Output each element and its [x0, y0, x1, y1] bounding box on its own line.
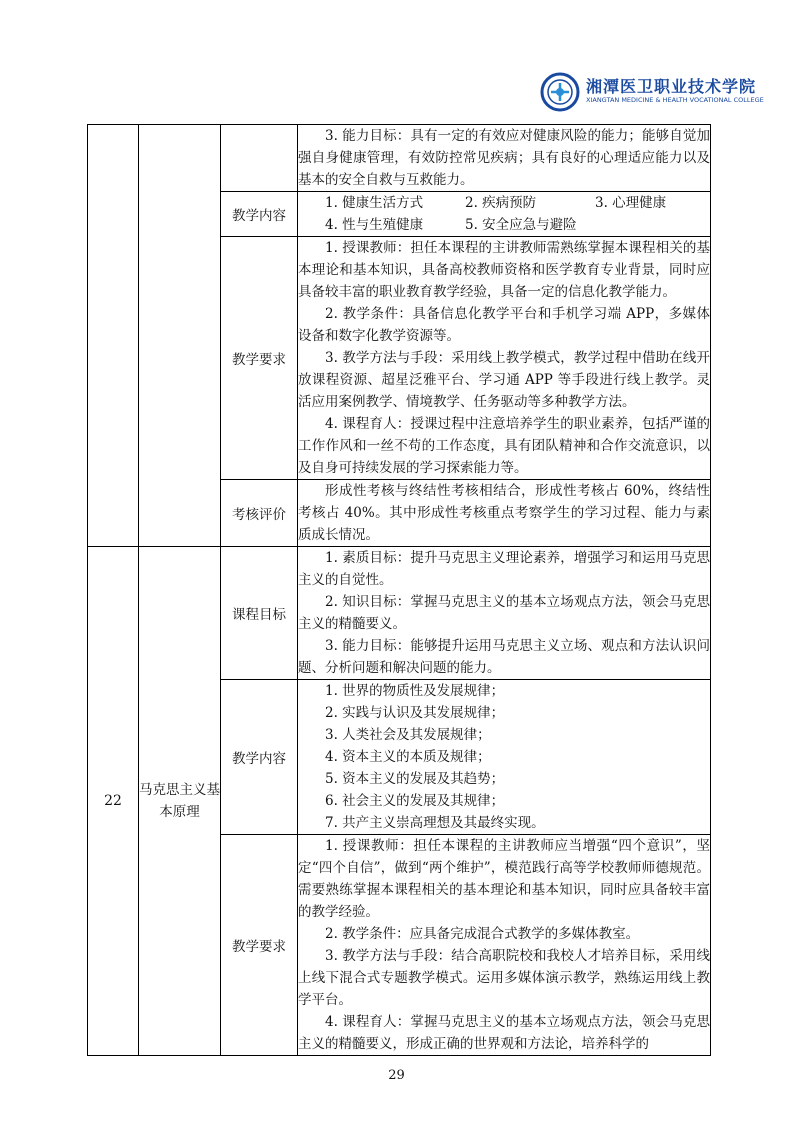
content-label: 教学内容 [221, 680, 298, 835]
content-item: 3. 人类社会及其发展规律； [325, 727, 491, 743]
requirements-cell [298, 835, 711, 1056]
content-cell [298, 192, 711, 237]
table-row [88, 125, 711, 192]
content-item: 4. 资本主义的本质及规律； [325, 749, 491, 765]
requirements-cell [298, 237, 711, 480]
content-item: 4. 性与生殖健康 [325, 217, 424, 233]
page-header [0, 0, 793, 120]
requirements-label: 教学要求 [221, 237, 298, 480]
ability-goal-cell [298, 125, 711, 192]
requirement-paragraph: 4. 课程育人：授课过程中注意培养学生的职业素养，包括严谨的工作作风和一丝不苟的工作态度，具有团队精神和合作交流意识，以及自身可持续发展的学习探索能力等。 [298, 416, 710, 476]
goal-cell [298, 547, 711, 680]
evaluation-text: 形成性考核与终结性考核相结合，形成性考核占 60%，终结性考核占 40%。其中形成性考核重点考察学生的学习过程、能力与素质成长情况。 [298, 483, 710, 543]
label-cell [221, 125, 298, 192]
curriculum-table [87, 124, 711, 1056]
college-name-cn: 湘潭医卫职业技术学院 [586, 77, 757, 96]
table-row [88, 547, 711, 680]
content-item: 1. 世界的物质性及发展规律； [325, 683, 505, 699]
requirement-paragraph: 2. 教学条件：具备信息化教学平台和手机学习端 APP，多媒体设备和数字化教学资源等。 [298, 306, 710, 344]
requirement-paragraph: 1. 授课教师：担任本课程的主讲教师应当增强“四个意识”，坚定“四个自信”，做到“两个维护”，模范践行高等学校教师师德规范。需要熟练掌握本课程相关的基本理论和基本知识，同时应具备较丰富的教学经验。 [298, 838, 710, 920]
number-cell [88, 125, 139, 547]
requirements-label: 教学要求 [221, 835, 298, 1056]
course-number: 22 [88, 547, 139, 1056]
content-cell [298, 680, 711, 835]
content-item: 1. 健康生活方式 [325, 195, 424, 211]
goal-label: 课程目标 [221, 547, 298, 680]
requirement-paragraph: 2. 教学条件：应具备完成混合式教学的多媒体教室。 [325, 926, 640, 942]
page-number: 29 [388, 1068, 405, 1083]
requirement-paragraph: 4. 课程育人：掌握马克思主义的基本立场观点方法，领会马克思主义的精髓要义，形成正确的世界观和方法论，培养科学的 [298, 1014, 710, 1052]
ability-goal-text: 3. 能力目标：具有一定的有效应对健康风险的能力；能够自觉加强自身健康管理，有效防控常见疾病；具有良好的心理适应能力以及基本的安全自救与互救能力。 [298, 128, 710, 188]
requirement-paragraph: 1. 授课教师：担任本课程的主讲教师需熟练掌握本课程相关的基本理论和基本知识，具备高校教师资格和医学教育专业背景，同时应具备较丰富的职业教育教学经验，具备一定的信息化教学能力。 [298, 240, 710, 300]
evaluation-cell [298, 480, 711, 547]
goal-paragraph: 2. 知识目标：掌握马克思主义的基本立场观点方法，领会马克思主义的精髓要义。 [298, 594, 710, 632]
course-name: 马克思主义基本原理 [139, 547, 221, 1056]
goal-paragraph: 3. 能力目标：能够提升运用马克思主义立场、观点和方法认识问题、分析问题和解决问题的能力。 [298, 638, 710, 676]
requirement-paragraph: 3. 教学方法与手段：结合高职院校和我校人才培养目标，采用线上线下混合式专题教学模式。运用多媒体演示教学，熟练运用线上教学平台。 [298, 948, 710, 1008]
content-item: 5. 资本主义的发展及其趋势； [325, 771, 505, 787]
evaluation-label: 考核评价 [221, 480, 298, 547]
content-item: 2. 疾病预防 [465, 195, 537, 211]
content-label: 教学内容 [221, 192, 298, 237]
content-item: 5. 安全应急与避险 [465, 217, 577, 233]
requirement-paragraph: 3. 教学方法与手段：采用线上教学模式，教学过程中借助在线开放课程资源、超星泛雅平台、学习通 APP 等手段进行线上教学。灵活应用案例教学、情境教学、任务驱动等多种教学方法。 [298, 350, 710, 410]
content-item: 6. 社会主义的发展及其规律； [325, 793, 505, 809]
content-item: 2. 实践与认识及其发展规律； [325, 705, 505, 721]
college-emblem-icon [540, 72, 580, 112]
goal-paragraph: 1. 素质目标：提升马克思主义理论素养，增强学习和运用马克思主义的自觉性。 [298, 550, 710, 588]
college-name-en: XIANGTAN MEDICINE & HEALTH VOCATIONAL COLLEGE [586, 96, 764, 104]
course-name-cell [139, 125, 221, 547]
college-logo [540, 72, 764, 112]
content-item: 3. 心理健康 [595, 195, 667, 211]
content-item: 7. 共产主义崇高理想及其最终实现。 [325, 815, 545, 831]
